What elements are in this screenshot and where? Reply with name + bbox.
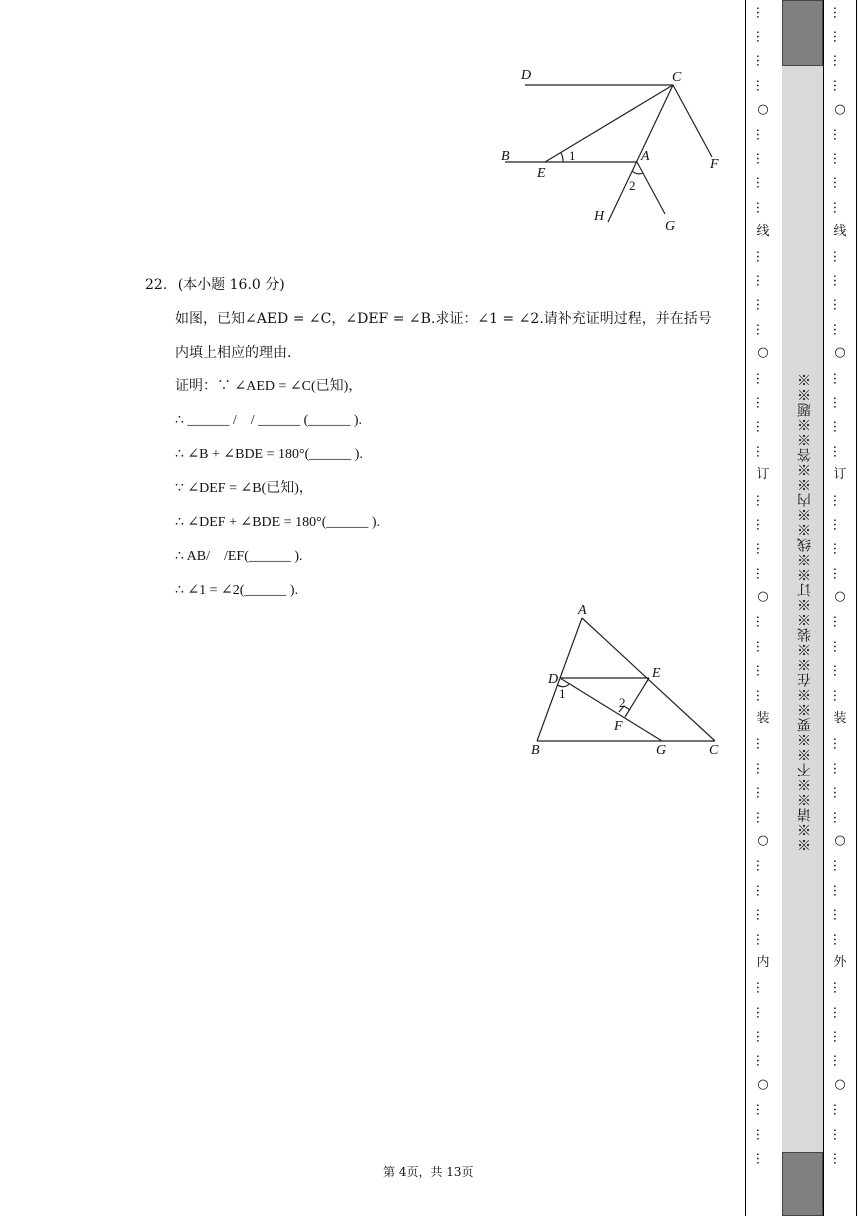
question-stem-line-2: 内填上相应的理由.	[175, 345, 292, 361]
binding-dots: …	[753, 566, 768, 580]
binding-char: 装	[756, 711, 770, 727]
question-number: 22.	[145, 277, 168, 293]
question-stem-line-1: 如图，已知∠AED = ∠C，∠DEF = ∠B.求证：∠1 = ∠2.请补充证明过程，并在括号	[175, 311, 712, 327]
binding-char: 装	[833, 711, 847, 727]
label-E: E	[652, 666, 661, 681]
binding-dark-block-bottom	[782, 1152, 823, 1216]
binding-circle: ○	[757, 101, 769, 117]
binding-column-outer	[831, 0, 849, 1216]
binding-dots: …	[830, 54, 845, 68]
binding-dots: …	[830, 688, 845, 702]
proof-step-1: 证明：∵ ∠AED = ∠C(已知)，	[175, 379, 363, 394]
label-angle-1: 1	[569, 148, 576, 163]
binding-dots: …	[830, 615, 845, 629]
binding-dots: …	[830, 981, 845, 995]
binding-dots: …	[830, 395, 845, 409]
binding-dots: …	[753, 615, 768, 629]
binding-dots: …	[753, 152, 768, 166]
figure-1-angles	[495, 62, 730, 237]
label-G: G	[665, 219, 676, 234]
binding-dots: …	[753, 1005, 768, 1019]
binding-circle: ○	[834, 345, 846, 361]
label-C: C	[672, 70, 682, 85]
binding-dots: …	[830, 30, 845, 44]
label-B: B	[531, 743, 540, 758]
binding-char: 订	[833, 467, 847, 483]
binding-dark-block-top	[782, 0, 823, 66]
binding-circle: ○	[834, 101, 846, 117]
label-G: G	[656, 743, 667, 758]
binding-dots: …	[753, 786, 768, 800]
label-angle-2: 2	[629, 178, 636, 193]
binding-dots: …	[753, 249, 768, 263]
binding-dots: …	[830, 322, 845, 336]
label-angle-2: 2	[619, 695, 626, 710]
binding-dots: …	[753, 395, 768, 409]
binding-dots: …	[830, 810, 845, 824]
label-C: C	[709, 743, 719, 758]
binding-dots: …	[830, 1054, 845, 1068]
label-A: A	[641, 149, 650, 164]
binding-dots: …	[753, 517, 768, 531]
binding-dots: …	[830, 566, 845, 580]
binding-dots: …	[753, 542, 768, 556]
binding-dots: …	[830, 200, 845, 214]
proof-step-4: ∵ ∠DEF = ∠B(已知)，	[175, 481, 313, 496]
binding-dots: …	[753, 639, 768, 653]
binding-dots: …	[753, 981, 768, 995]
label-D: D	[521, 68, 532, 83]
binding-dots: …	[830, 127, 845, 141]
binding-dots: …	[753, 810, 768, 824]
binding-circle: ○	[834, 1077, 846, 1093]
binding-dots: …	[830, 1127, 845, 1141]
binding-dots: …	[753, 493, 768, 507]
binding-dots: …	[830, 786, 845, 800]
binding-dots: …	[753, 298, 768, 312]
binding-dots: …	[830, 371, 845, 385]
binding-dots: …	[753, 78, 768, 92]
label-angle-1: 1	[559, 686, 566, 701]
binding-dots: …	[830, 78, 845, 92]
binding-dots: …	[753, 664, 768, 678]
binding-dots: …	[753, 1152, 768, 1166]
binding-dots: …	[830, 249, 845, 263]
proof-step-5: ∴ ∠DEF + ∠BDE = 180°(______ ).	[175, 515, 381, 530]
binding-dots: …	[830, 932, 845, 946]
binding-dots: …	[753, 322, 768, 336]
binding-circle: ○	[834, 589, 846, 605]
binding-warning: ※※请※※不※※要※※在※※装※※订※※线※※内※※答※※题※※	[797, 372, 813, 852]
binding-dots: …	[753, 371, 768, 385]
binding-char: 订	[756, 467, 770, 483]
binding-dots: …	[830, 908, 845, 922]
binding-circle: ○	[834, 833, 846, 849]
label-D: D	[548, 672, 559, 687]
binding-dots: …	[753, 883, 768, 897]
binding-dots: …	[830, 420, 845, 434]
binding-dots: …	[830, 1103, 845, 1117]
binding-dots: …	[753, 1030, 768, 1044]
page-footer: 第 4页，共 13页	[383, 1165, 474, 1179]
binding-dots: …	[753, 30, 768, 44]
label-H: H	[594, 209, 605, 224]
binding-dots: …	[830, 444, 845, 458]
binding-dots: …	[830, 859, 845, 873]
binding-dots: …	[830, 1030, 845, 1044]
binding-dots: …	[753, 176, 768, 190]
proof-step-3: ∴ ∠B + ∠BDE = 180°(______ ).	[175, 447, 363, 462]
binding-char: 线	[756, 223, 770, 239]
binding-dots: …	[830, 1005, 845, 1019]
binding-dots: …	[830, 152, 845, 166]
binding-dots: …	[830, 1152, 845, 1166]
proof-step-7: ∴ ∠1 = ∠2(______ ).	[175, 583, 299, 598]
binding-dots: …	[753, 908, 768, 922]
binding-dots: …	[753, 932, 768, 946]
binding-dots: …	[753, 688, 768, 702]
binding-column-inner	[754, 0, 772, 1216]
binding-dots: …	[753, 1054, 768, 1068]
binding-dots: …	[753, 761, 768, 775]
binding-dots: …	[830, 517, 845, 531]
binding-dots: …	[753, 200, 768, 214]
binding-dots: …	[830, 493, 845, 507]
binding-circle: ○	[757, 1077, 769, 1093]
binding-dots: …	[753, 5, 768, 19]
label-B: B	[501, 149, 510, 164]
figure-2-triangle	[520, 600, 730, 765]
binding-char: 线	[833, 223, 847, 239]
binding-dots: …	[830, 883, 845, 897]
binding-char: 内	[756, 955, 770, 971]
binding-dots: …	[830, 639, 845, 653]
label-A: A	[578, 603, 587, 618]
binding-dots: …	[830, 542, 845, 556]
binding-dots: …	[753, 420, 768, 434]
binding-char: 外	[833, 955, 847, 971]
proof-step-2: ∴ ______ / / ______ (______ ).	[175, 413, 363, 428]
label-E: E	[537, 166, 546, 181]
binding-dots: …	[753, 1103, 768, 1117]
label-F: F	[614, 719, 623, 734]
binding-dots: …	[753, 737, 768, 751]
binding-dots: …	[830, 737, 845, 751]
binding-circle: ○	[757, 589, 769, 605]
proof-step-6: ∴ AB/ /EF(______ ).	[175, 549, 303, 564]
binding-dots: …	[830, 176, 845, 190]
binding-dots: …	[830, 298, 845, 312]
binding-dots: …	[830, 273, 845, 287]
binding-dots: …	[753, 273, 768, 287]
binding-circle: ○	[757, 833, 769, 849]
binding-dots: …	[753, 444, 768, 458]
binding-dots: …	[753, 127, 768, 141]
binding-dots: …	[753, 1127, 768, 1141]
binding-dots: …	[830, 664, 845, 678]
binding-dots: …	[753, 54, 768, 68]
binding-dots: …	[830, 5, 845, 19]
question-meta: (本小题 16.0 分)	[177, 277, 285, 293]
binding-dots: …	[830, 761, 845, 775]
binding-circle: ○	[757, 345, 769, 361]
label-F: F	[710, 157, 719, 172]
binding-dots: …	[753, 859, 768, 873]
question-header	[145, 275, 285, 295]
